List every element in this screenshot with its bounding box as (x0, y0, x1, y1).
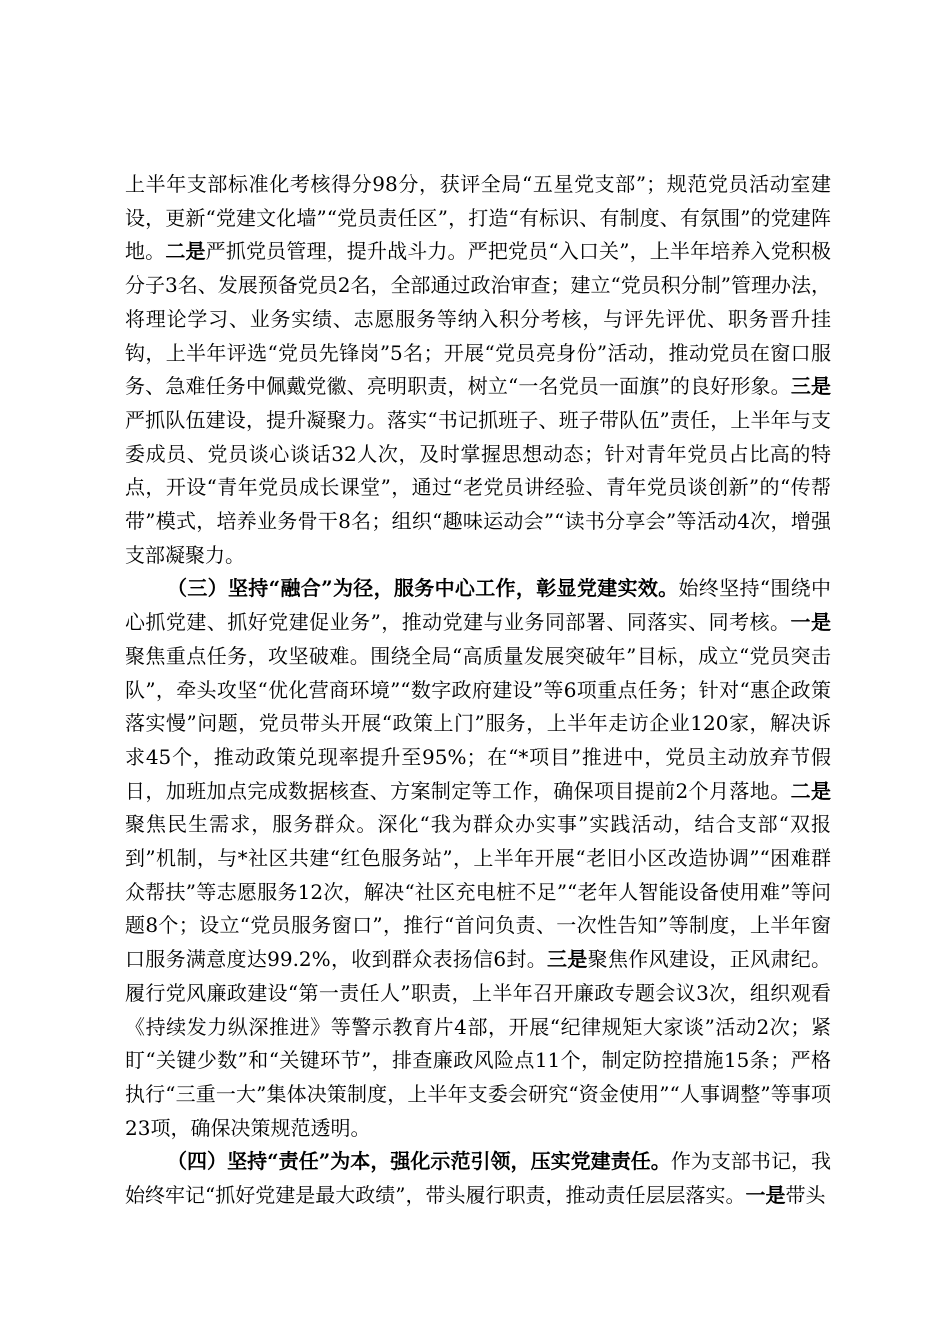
bold-marker: 一是 (790, 610, 831, 635)
bold-marker: 三是 (547, 947, 588, 972)
paragraph-text: 严抓队伍建设，提升凝聚力。落实“书记抓班子、班子带队伍”责任，上半年与支委成员、党员谈心谈话32人次，及时掌握思想动态；针对青年党员占比高的特点，开设“青年党员成长课堂”，通过“老党员讲经验、青年党员谈创新”的“传帮带”模式，培养业务骨干8名；组织“趣味运动会”“读书分享会”等活动4次，增强支部凝聚力。 (125, 407, 831, 567)
section-heading: （四）坚持“责任”为本，强化示范引领，压实党建责任。 (167, 1149, 671, 1174)
section-heading: （三）坚持“融合”为径，服务中心工作，彰显党建实效。 (167, 576, 679, 601)
document-body (125, 168, 831, 1213)
bold-marker: 一是 (745, 1183, 786, 1208)
bold-marker: 二是 (165, 239, 206, 264)
bold-marker: 二是 (790, 778, 831, 803)
paragraph-2 (125, 572, 831, 1145)
paragraph-text: 聚焦作风建设，正风肃纪。履行党风廉政建设“第一责任人”职责，上半年召开廉政专题会议3次，组织观看《持续发力纵深推进》等警示教育片4部，开展“纪律规矩大家谈”活动2次；紧盯“关键少数”和“关键环节”，排查廉政风险点11个，制定防控措施15条；严格执行“三重一大”集体决策制度，上半年支委会研究“资金使用”“人事调整”等事项23项，确保决策规范透明。 (125, 947, 832, 1140)
paragraph-text: 上半年支部标准化考核得分98分，获评全局“五星党支部”；规范党员活动室建设，更新“党建文化墙”“党员责任区”，打造“有标识、有制度、有氛围”的党建阵地。 (125, 172, 831, 264)
paragraph-text: 聚焦民生需求，服务群众。深化“我为群众办实事”实践活动，结合支部“双报到”机制，与*社区共建“红色服务站”，上半年开展“老旧小区改造协调”“困难群众帮扶”等志愿服务12次，解决“社区充电桩不足”“老年人智能设备使用难”等问题8个；设立“党员服务窗口”，推行“首问负责、一次性告知”等制度，上半年窗口服务满意度达99.2%，收到群众表扬信6封。 (125, 812, 831, 972)
paragraph-1 (125, 168, 831, 572)
paragraph-text: 带头 (785, 1183, 826, 1208)
paragraph-text: 始终坚持“围绕中心抓党建、抓好党建促业务”，推动党建与业务同部署、同落实、同考核。 (125, 576, 831, 635)
bold-marker: 三是 (790, 374, 832, 399)
paragraph-3 (125, 1145, 831, 1212)
paragraph-text: 严抓党员管理，提升战斗力。严把党员“入口关”，上半年培养入党积极分子3名、发展预备党员2名，全部通过政治审查；建立“党员积分制”管理办法，将理论学习、业务实绩、志愿服务等纳入积分考核，与评先评优、职务晋升挂钩，上半年评选“党员先锋岗”5名；开展“党员亮身份”活动，推动党员在窗口服务、急难任务中佩戴党徽、亮明职责，树立“一名党员一面旗”的良好形象。 (125, 239, 832, 399)
paragraph-text: 作为支部书记，我始终牢记“抓好党建是最大政绩”，带头履行职责，推动责任层层落实。 (125, 1149, 832, 1208)
paragraph-text: 聚焦重点任务，攻坚破难。围绕全局“高质量发展突破年”目标，成立“党员突击队”，牵头攻坚“优化营商环境”“数字政府建设”等6项重点任务；针对“惠企政策落实慢”问题，党员带头开展“政策上门”服务，上半年走访企业120家，解决诉求45个，推动政策兑现率提升至95%；在“*项目”推进中，党员主动放弃节假日，加班加点完成数据核查、方案制定等工作，确保项目提前2个月落地。 (125, 643, 831, 803)
